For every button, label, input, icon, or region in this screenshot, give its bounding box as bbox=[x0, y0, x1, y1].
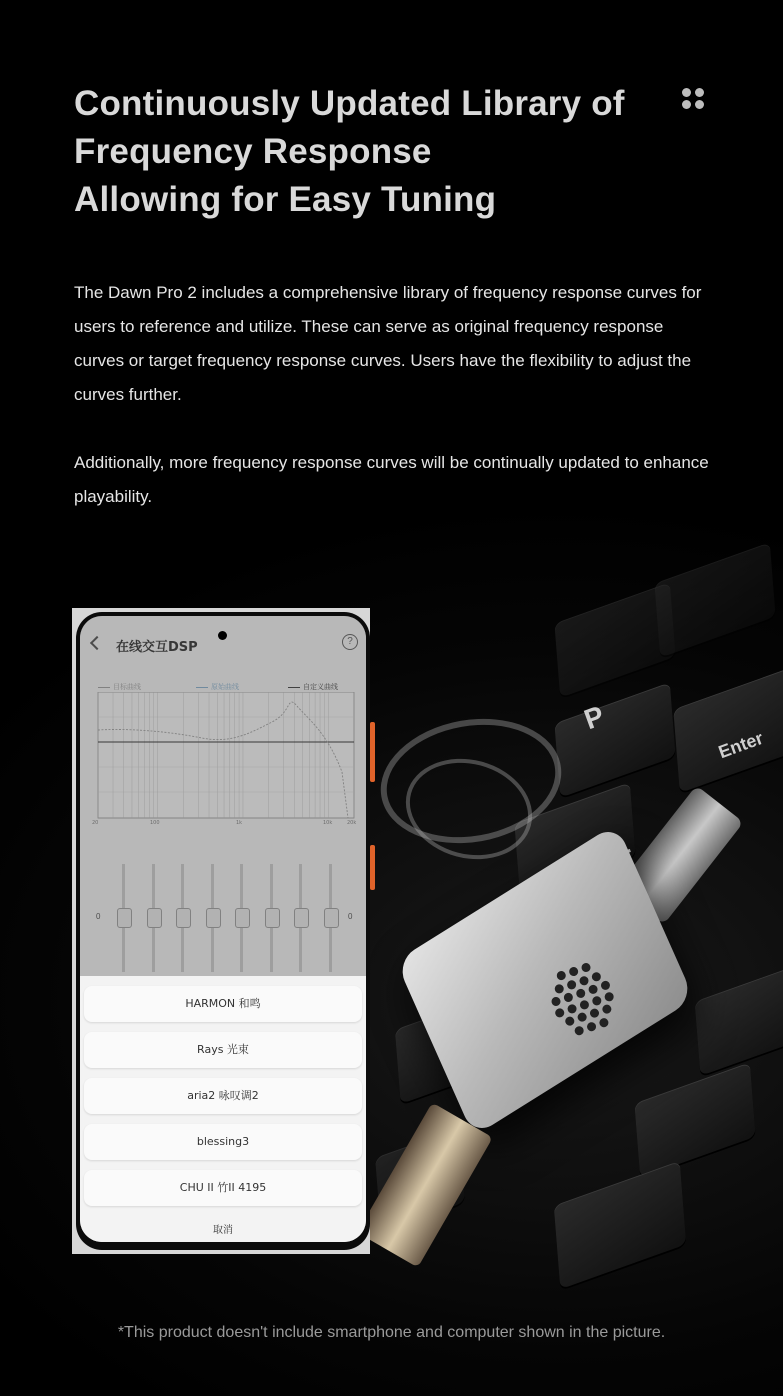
preset-option-blessing3[interactable]: blessing3 bbox=[84, 1124, 362, 1160]
preset-option-harmon[interactable]: HARMON 和鸣 bbox=[84, 986, 362, 1022]
legend-original: 原始曲线 bbox=[196, 682, 239, 692]
x-tick: 10k bbox=[323, 820, 333, 826]
keyboard-key bbox=[673, 657, 783, 793]
dim-overlay[interactable] bbox=[80, 616, 366, 976]
phone bbox=[76, 612, 370, 1250]
key-label-p: P bbox=[580, 699, 609, 736]
cancel-button[interactable]: 取消 bbox=[213, 1225, 233, 1236]
keyboard-key bbox=[654, 542, 775, 657]
footnote: *This product doesn't include smartphone and computer shown in the picture. bbox=[117, 1324, 666, 1341]
keyboard-key bbox=[554, 682, 675, 797]
eq-zero-label-left: 0 bbox=[96, 912, 101, 921]
phone-screen bbox=[80, 616, 366, 1242]
keyboard-key bbox=[554, 1161, 686, 1289]
headline bbox=[74, 80, 674, 224]
dots-icon bbox=[682, 88, 704, 110]
x-tick: 100 bbox=[150, 820, 160, 826]
legend-custom: 自定义曲线 bbox=[288, 682, 338, 692]
phone-side-button bbox=[370, 722, 375, 782]
headline-line-2: Frequency Response bbox=[74, 132, 432, 171]
x-tick: 20k bbox=[347, 820, 356, 826]
keyboard-key bbox=[634, 1062, 755, 1177]
body-paragraph-2: Additionally, more frequency response curves will be continually updated to enhance playability. bbox=[74, 453, 709, 506]
key-label-enter: Enter bbox=[715, 727, 766, 763]
front-camera bbox=[218, 631, 227, 640]
app-title: 在线交互DSP bbox=[116, 640, 198, 655]
x-tick: 20 bbox=[92, 820, 99, 826]
legend-target: 目标曲线 bbox=[98, 682, 141, 692]
preset-sheet bbox=[80, 976, 366, 1242]
headline-line-1: Continuously Updated Library of bbox=[74, 84, 625, 123]
preset-option-chu2[interactable]: CHU II 竹II 4195 bbox=[84, 1170, 362, 1206]
phone-side-button bbox=[370, 845, 375, 890]
keyboard-key bbox=[695, 964, 783, 1076]
help-icon[interactable]: ? bbox=[342, 634, 358, 650]
eq-zero-label-right: 0 bbox=[348, 912, 353, 921]
preset-option-rays[interactable]: Rays 光束 bbox=[84, 1032, 362, 1068]
body-paragraph-1: The Dawn Pro 2 includes a comprehensive library of frequency response curves for users to reference and utilize. These can serve as original frequency response curves or target frequency response curves. Users have the flexibility to adjust the curves further. bbox=[74, 283, 702, 404]
headline-line-3: Allowing for Easy Tuning bbox=[74, 180, 497, 219]
x-tick: 1k bbox=[236, 820, 243, 826]
preset-option-aria2[interactable]: aria2 咏叹调2 bbox=[84, 1078, 362, 1114]
